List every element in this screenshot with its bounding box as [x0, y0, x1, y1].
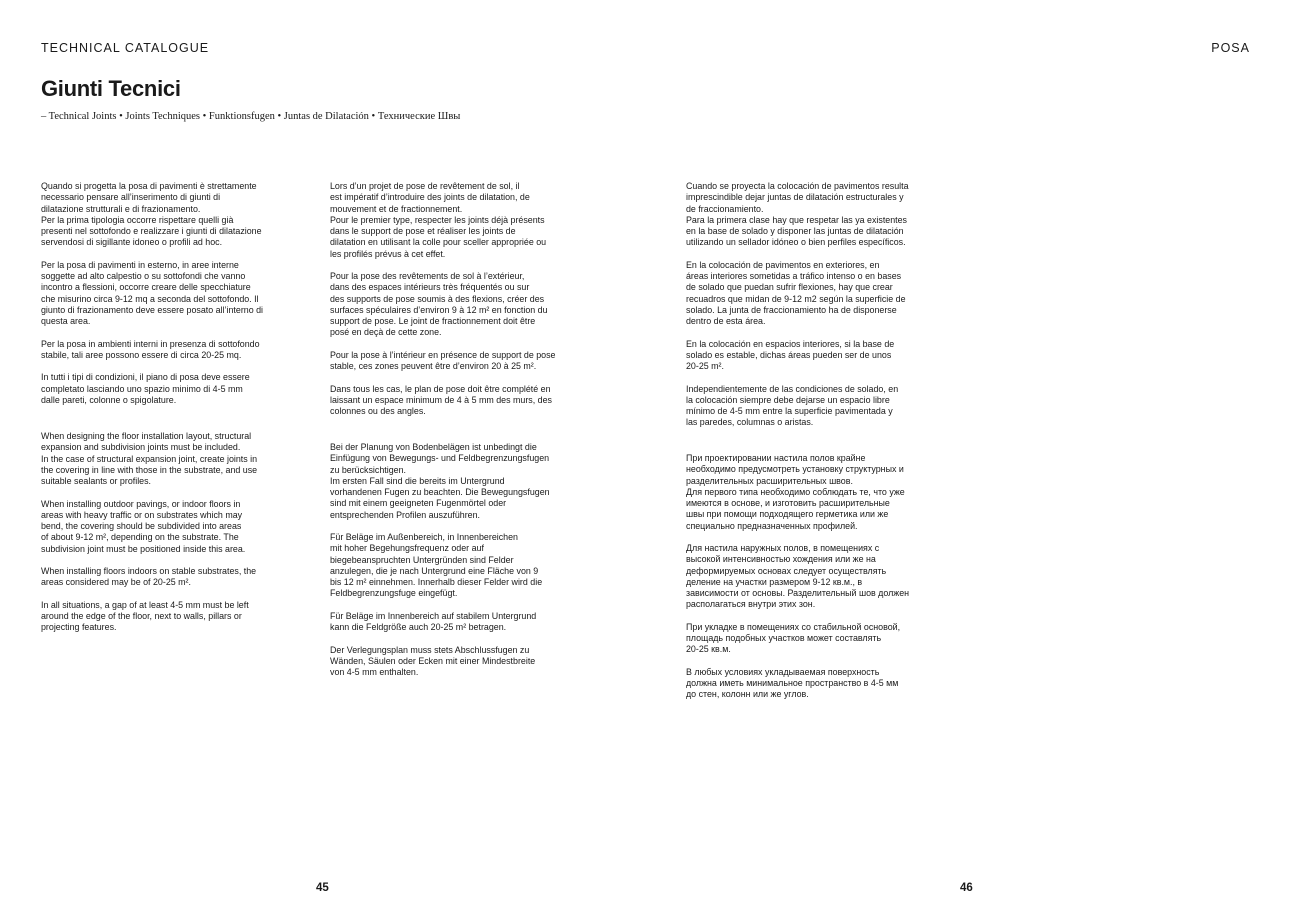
spanish-text	[686, 181, 926, 440]
german-text	[330, 442, 570, 690]
paragraph: Per la posa in ambienti interni in presenza di sottofondo stabile, tali aree possono essere di circa 20-25 mq.	[41, 338, 260, 360]
paragraph: Für Beläge im Außenbereich, in Innenbereichen mit hoher Begehungsfrequenz oder auf biegebeanspruchten Untergründen sind Felder anzulegen, die je nach Untergrund eine Fläche von 9 bis 12 m² einnehmen. Innerhalb dieser Felder wird die Feldbegrenzungsfuge eingefügt.	[330, 532, 543, 599]
paragraph: При проектировании настила полов крайне необходимо предусмотреть установку структурных и разделительных расширительных швов. Для первого типа необходимо соблюдать те, что уже имеются в основе, и изготовить расширительные швы при помощи подходящего герметика или же специально предназначенных профилей.	[686, 453, 905, 531]
paragraph: In tutti i tipi di condizioni, il piano di posa deve essere completato lasciando uno spazio minimo di 4-5 mm dalle pareti, colonne o spigolature.	[41, 372, 250, 405]
paragraph: In all situations, a gap of at least 4-5 mm must be left around the edge of the floor, next to walls, pillars or projecting features.	[41, 599, 249, 633]
paragraph: Per la posa di pavimenti in esterno, in aree interne soggette ad alto calpestio o su sottofondi che vanno incontro a flessioni, occorre creare delle specchiature che misurino circa 9-12 mq a seconda del sottofondo. Il giunto di frazionamento deve essere posato all’interno di questa area.	[41, 259, 264, 326]
section-header: POSA	[1211, 41, 1250, 55]
catalogue-header: TECHNICAL CATALOGUE	[41, 41, 210, 55]
paragraph: Lors d’un projet de pose de revêtement de sol, il est impératif d’introduire des joints de dilatation, de mouvement et de fractionnement. Pour le premier type, respecter les joints déjà présents dans le support de pose et réaliser les joints de dilatation en utilisant la colle pour sceller appropriée ou les profilés prévus à cet effet.	[330, 181, 547, 259]
paragraph: При укладке в помещениях со стабильной основой, площадь подобных участков может составлять 20-25 кв.м.	[686, 621, 901, 655]
paragraph: Для настила наружных полов, в помещениях с высокой интенсивностью хождения или же на деформируемых основах следует осуществлять деление на участки размером 9-12 кв.м., в зависимости от основы. Разделительный шов должен располагаться внутри этих зон.	[686, 543, 910, 610]
italian-text	[41, 181, 281, 417]
paragraph: When designing the floor installation layout, structural expansion and subdivision joints must be included. In the case of structural expansion joint, create joints in the covering in line with those in the substrate, and use suitable sealants or profiles.	[41, 431, 258, 486]
paragraph: When installing outdoor pavings, or indoor floors in areas with heavy traffic or on substrates which may bend, the covering should be subdivided into areas of about 9-12 m², depending on the substrate. The subdivision joint must be positioned inside this area.	[41, 498, 246, 554]
russian-text	[686, 453, 926, 712]
page-number-left: 45	[316, 882, 329, 894]
paragraph: Pour la pose des revêtements de sol à l’extérieur, dans des espaces intérieurs très fréquentés ou sur des supports de pose soumis à des flexions, créer des surfaces spéculaires d’environ 9 à 12 m² en fonction du support de pose. Le joint de fractionnement doit être posé en deçà de cette zone.	[330, 271, 548, 338]
paragraph: Pour la pose à l’intérieur en présence de support de pose stable, ces zones peuvent être d’environ 20 à 25 m².	[330, 349, 556, 371]
paragraph: Dans tous les cas, le plan de pose doit être complété en laissant un espace minimum de 4 à 5 mm des murs, des colonnes ou des angles.	[330, 383, 552, 416]
english-text	[41, 431, 281, 645]
paragraph: En la colocación de pavimentos en exteriores, en áreas interiores sometidas a tráfico intenso o en bases de solado que puedan sufrir flexiones, hay que crear recuadros que midan de 9-12 m2 según la superficie de solado. La junta de fraccionamiento ha de disponerse dentro de esta área.	[686, 259, 906, 326]
paragraph: Independientemente de las condiciones de solado, en la colocación siempre debe dejarse un espacio libre mínimo de 4-5 mm entre la superficie pavimentada y las paredes, columnas o aristas.	[686, 383, 899, 428]
paragraph: Der Verlegungsplan muss stets Abschlussfugen zu Wänden, Säulen oder Ecken mit einer Mindestbreite von 4-5 mm enthalten.	[330, 644, 536, 677]
page-number-right: 46	[960, 882, 973, 894]
page-title: Giunti Tecnici	[41, 76, 181, 101]
paragraph: Für Beläge im Innenbereich auf stabilem Untergrund kann die Feldgröße auch 20-25 m² betragen.	[330, 610, 537, 632]
page-subtitle: – Technical Joints • Joints Techniques • Funktionsfugen • Juntas de Dilatación • Технические Швы	[41, 111, 461, 122]
paragraph: Bei der Planung von Bodenbelägen ist unbedingt die Einfügung von Bewegungs- und Feldbegrenzungsfugen zu berücksichtigen. Im ersten Fall sind die bereits im Untergrund vorhandenen Fugen zu beachten. Die Bewegungsfugen sind mit einem geeigneten Fugenmörtel oder entsprechenden Profilen auszuführen.	[330, 442, 550, 520]
paragraph: When installing floors indoors on stable substrates, the areas considered may be of 20-25 m².	[41, 566, 257, 588]
paragraph: En la colocación en espacios interiores, si la base de solado es estable, dichas áreas pueden ser de unos 20-25 m².	[686, 338, 895, 371]
paragraph: Cuando se proyecta la colocación de pavimentos resulta imprescindible dejar juntas de dilatación estructurales y de fraccionamiento. Para la primera clase hay que respetar las ya existentes en la base de solado y disponer las juntas de dilatación utilizando un sellador idóneo o bien perfiles específicos.	[686, 181, 909, 248]
paragraph: В любых условиях укладываемая поверхность должна иметь минимальное пространство в 4-5 мм до стен, колонн или же углов.	[686, 666, 899, 700]
paragraph: Quando si progetta la posa di pavimenti è strettamente necessario pensare all’inserimento di giunti di dilatazione strutturali e di frazionamento. Per la prima tipologia occorre rispettare quelli già presenti nel sottofondo e realizzare i giunti di dilatazione servendosi di sigillante idoneo o profili ad hoc.	[41, 181, 262, 248]
french-text	[330, 181, 570, 429]
